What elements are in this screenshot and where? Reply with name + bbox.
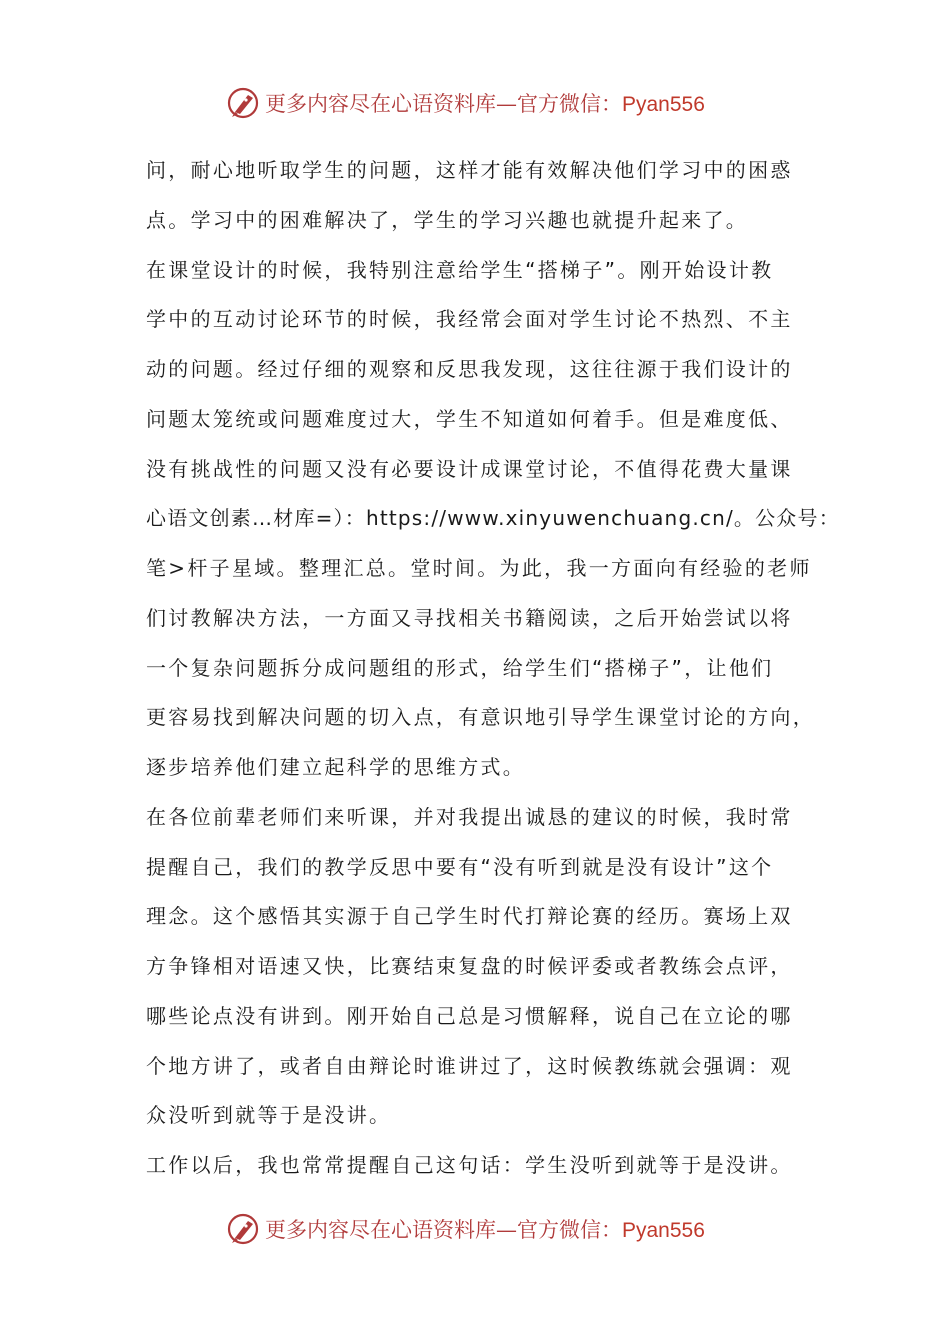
pen-nib-logo-icon xyxy=(226,1212,260,1246)
body-line: 问题太笼统或问题难度过大，学生不知道如何着手。但是难度低、 xyxy=(146,406,793,431)
body-line: 问，耐心地听取学生的问题，这样才能有效解决他们学习中的困惑 xyxy=(146,158,793,182)
footer-banner xyxy=(0,1210,950,1250)
header-banner-label: 更多内容尽在心语资料库—官方微信： xyxy=(265,92,622,116)
body-line: 更容易找到解决问题的切入点，有意识地引导学生课堂讨论的方向， xyxy=(146,705,815,730)
body-line: 理念。这个感悟其实源于自己学生时代打辩论赛的经历。赛场上双 xyxy=(146,904,793,929)
footer-wechat-id: Pyan556 xyxy=(622,1219,705,1242)
body-line: 在各位前辈老师们来听课，并对我提出诚恳的建议的时候，我时常 xyxy=(146,804,793,829)
body-line: 工作以后，我也常常提醒自己这句话：学生没听到就等于是没讲。 xyxy=(146,1153,793,1177)
body-line: 个地方讲了，或者自由辩论时谁讲过了，这时候教练就会强调：观 xyxy=(146,1053,793,1078)
header-banner-text xyxy=(265,90,705,119)
footer-banner-text xyxy=(265,1216,705,1245)
body-line: 众没听到就等于是没讲。 xyxy=(146,1103,392,1128)
body-line: 逐步培养他们建立起科学的思维方式。 xyxy=(146,755,526,779)
body-line: 点。学习中的困难解决了，学生的学习兴趣也就提升起来了。 xyxy=(146,207,749,232)
body-line-url: 心语文创素…材库=）：https://www.xinyuwenchuang.cn/。公众号： xyxy=(146,506,840,531)
document-body xyxy=(146,146,840,1191)
footer-banner-label: 更多内容尽在心语资料库—官方微信： xyxy=(265,1218,622,1242)
body-line: 提醒自己，我们的教学反思中要有“没有听到就是没有设计”这个 xyxy=(146,854,774,879)
body-line: 方争锋相对语速又快，比赛结束复盘的时候评委或者教练会点评， xyxy=(146,954,793,978)
body-line: 笔>杆子星域。整理汇总。堂时间。为此，我一方面向有经验的老师 xyxy=(146,556,812,580)
header-wechat-id: Pyan556 xyxy=(622,93,705,116)
body-line: 哪些论点没有讲到。刚开始自己总是习惯解释，说自己在立论的哪 xyxy=(146,1003,793,1028)
body-line: 们讨教解决方法，一方面又寻找相关书籍阅读，之后开始尝试以将 xyxy=(146,605,793,630)
body-line: 学中的互动讨论环节的时候，我经常会面对学生讨论不热烈、不主 xyxy=(146,307,793,332)
body-line: 没有挑战性的问题又没有必要设计成课堂讨论，不值得花费大量课 xyxy=(146,456,793,481)
header-banner xyxy=(0,84,950,124)
pen-nib-logo-icon xyxy=(226,86,260,120)
body-line: 一个复杂问题拆分成问题组的形式，给学生们“搭梯子”，让他们 xyxy=(146,655,774,680)
body-line: 动的问题。经过仔细的观察和反思我发现，这往往源于我们设计的 xyxy=(146,357,793,381)
body-line: 在课堂设计的时候，我特别注意给学生“搭梯子”。刚开始设计教 xyxy=(146,257,774,282)
